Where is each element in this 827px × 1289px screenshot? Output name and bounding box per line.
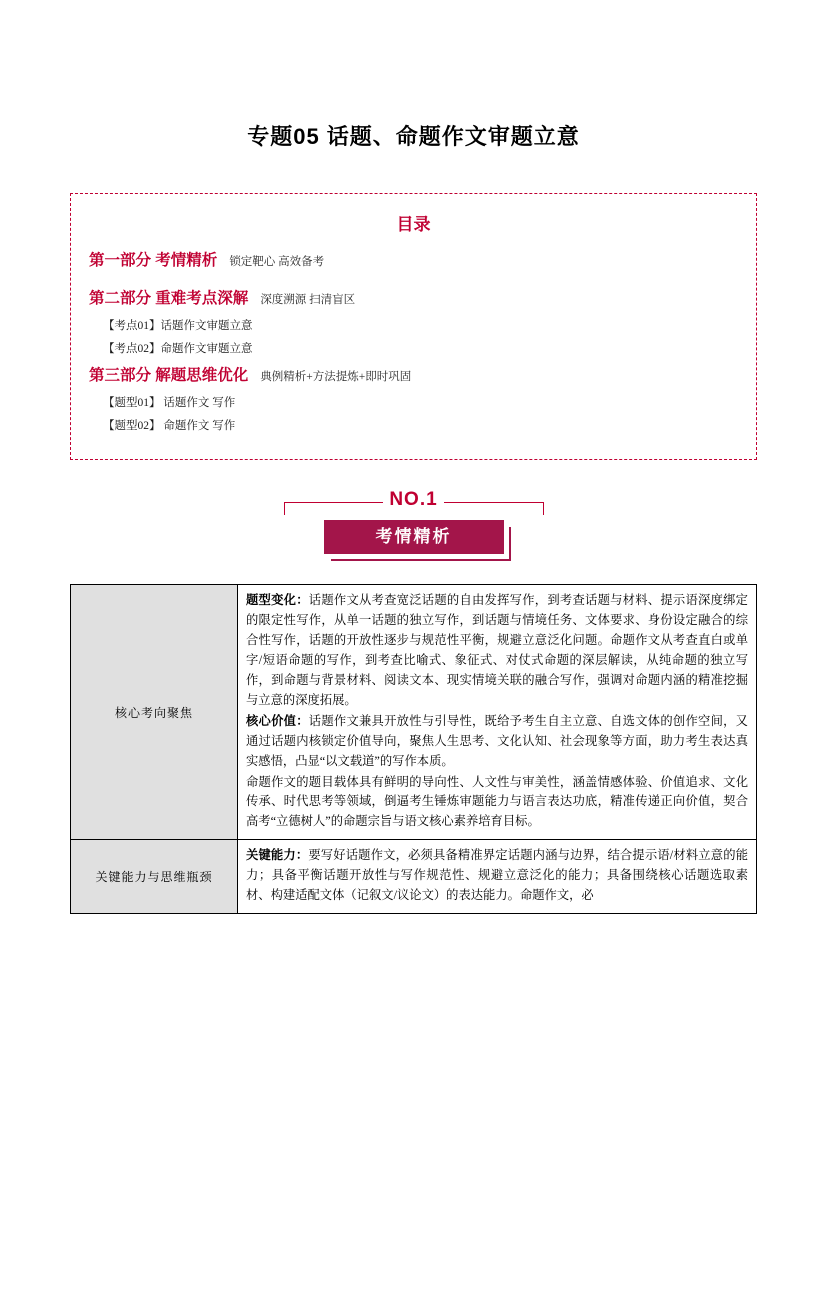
toc-part-2[interactable]	[89, 287, 738, 311]
toc-item[interactable]: 【考点01】话题作文审题立意	[103, 320, 253, 332]
toc-part-2-label: 第二部分 重难考点深解	[89, 290, 249, 307]
paragraph-text: 命题作文的题目载体具有鲜明的导向性、人文性与审美性，涵盖情感体验、价值追求、文化传承、时代思考等领域，倒逼考生锤炼审题能力与语言表达功底，精准传递正向价值，契合高考“立德树人”的命题宗旨与语文核心素养培育目标。	[246, 774, 748, 829]
page-title: 专题05 话题、命题作文审题立意	[247, 124, 580, 149]
paragraph-lead: 题型变化：	[246, 593, 309, 608]
paragraph	[246, 773, 748, 833]
section-banner	[70, 490, 757, 568]
row-label-key-ability: 关键能力与思维瓶颈	[71, 840, 238, 914]
toc-item[interactable]: 【考点02】命题作文审题立意	[103, 343, 253, 356]
toc-part-1-note: 锁定靶心 高效备考	[229, 256, 325, 268]
paragraph-lead: 核心价值：	[246, 713, 309, 728]
document-page	[0, 120, 827, 1289]
row-body-core-direction	[238, 585, 757, 840]
toc-part-2-note: 深度溯源 扫清盲区	[260, 294, 356, 306]
paragraph-text: 话题作文从考查宽泛话题的自由发挥写作，到考查话题与材料、提示语深度绑定的限定性写作，从单一话题的独立写作，到话题与情境任务、文体要求、身份设定融合的综合性写作，话题的开放性逐步与规范性平衡，规避立意泛化问题。命题作文从考查直白或单字/短语命题的写作，到考查比喻式、象征式、对仗式命题的深层解读，从纯命题的独立写作，到命题与背景材料、阅读文本、现实情境关联的融合写作，强调对命题内涵的精准挖掘与立意的深度拓展。	[246, 593, 748, 707]
paragraph-lead: 关键能力：	[246, 848, 309, 863]
toc-heading: 目录	[396, 215, 431, 234]
section-banner-inner	[284, 490, 544, 554]
toc-item[interactable]: 【题型02】 命题作文 写作	[103, 420, 236, 433]
paragraph-text: 话题作文兼具开放性与引导性，既给予考生自主立意、自选文体的创作空间，又通过话题内核锁定价值导向，聚焦人生思考、文化认知、社会现象等方面，助力考生表达真实感悟，凸显“以文载道”的写作本质。	[246, 713, 748, 768]
paragraph-text: 要写好话题作文，必须具备精准界定话题内涵与边界，结合提示语/材料立意的能力；具备平衡话题开放性与写作规范性、规避立意泛化的能力；具备围绕核心话题选取素材、构建适配文体（记叙文/议论文）的表达能力。命题作文，必	[246, 848, 748, 903]
table-row	[71, 585, 757, 840]
toc-part-1[interactable]	[89, 249, 738, 273]
paragraph	[246, 846, 748, 906]
paragraph	[246, 712, 748, 772]
toc-part-3[interactable]	[89, 364, 738, 388]
toc-part-3-label: 第三部分 解题思维优化	[89, 367, 249, 385]
toc-spacer	[89, 277, 738, 287]
section-number: NO.1	[383, 490, 443, 509]
row-label-core-direction: 核心考向聚焦	[71, 585, 238, 840]
toc-part-3-note: 典例精析+方法提炼+即时巩固	[260, 371, 412, 384]
toc-item[interactable]: 【题型01】 话题作文 写作	[103, 397, 236, 410]
paragraph	[246, 591, 748, 710]
table-of-contents	[70, 193, 757, 460]
analysis-table	[70, 584, 757, 914]
section-title-plate: 考情精析	[324, 520, 504, 554]
toc-part-1-label: 第一部分 考情精析	[89, 252, 218, 269]
table-row	[71, 840, 757, 914]
row-body-key-ability	[238, 840, 757, 914]
